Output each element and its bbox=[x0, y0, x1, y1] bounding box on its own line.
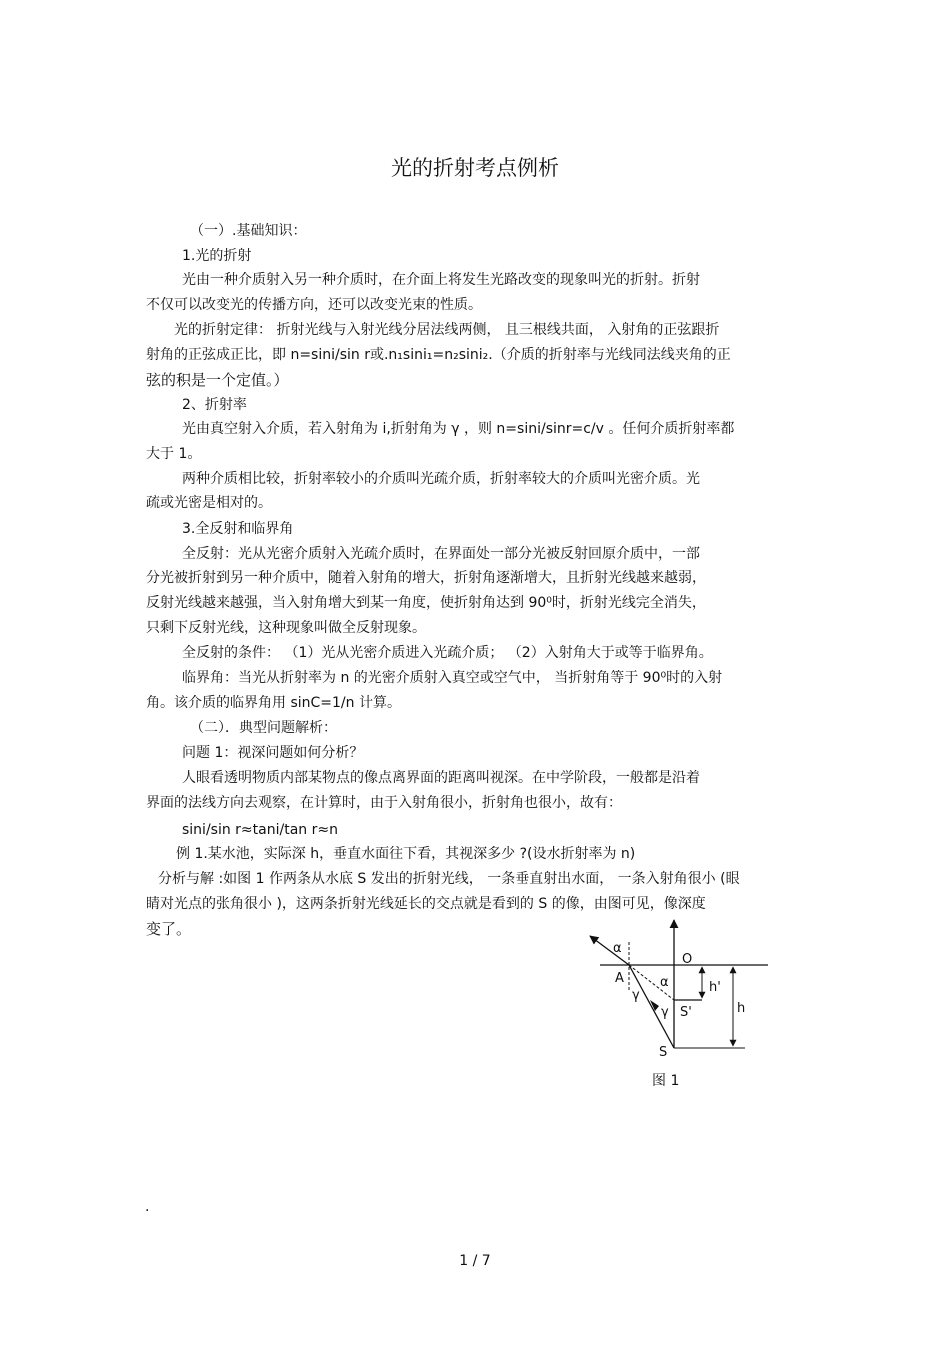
label-alpha-mid: α bbox=[660, 975, 669, 990]
label-A: A bbox=[615, 971, 624, 986]
body-line: 角。该介质的临界角用 sinC=1/n 计算。 bbox=[146, 695, 401, 711]
body-line: sini/sin r≈tani/tan r≈n bbox=[182, 822, 338, 838]
body-line: 1.光的折射 bbox=[182, 248, 252, 264]
page-title: 光的折射考点例析 bbox=[391, 156, 559, 180]
label-O: O bbox=[682, 952, 693, 967]
refraction-figure bbox=[580, 912, 780, 1062]
label-S-prime: S' bbox=[680, 1005, 692, 1020]
body-line: 例 1.某水池，实际深 h，垂直水面往下看，其视深多少 ?(设水折射率为 n) bbox=[176, 846, 636, 862]
footer-dot: . bbox=[145, 1199, 150, 1215]
body-line: 光由真空射入介质，若入射角为 i,折射角为 γ ，则 n=sini/sinr=c/v 。任何介质折射率都 bbox=[182, 421, 735, 437]
body-line: 反射光线越来越强，当入射角增大到某一角度，使折射角达到 90⁰时，折射光线完全消失， bbox=[146, 595, 706, 611]
label-h: h bbox=[737, 1001, 746, 1016]
page-number: 1 / 7 bbox=[459, 1253, 491, 1269]
body-line: 只剩下反射光线，这种现象叫做全反射现象。 bbox=[146, 620, 426, 636]
body-line: 弦的积是一个定值。） bbox=[146, 371, 289, 389]
body-line: 射角的正弦成正比，即 n=sini/sin r或.n₁sini₁=n₂sini₂.（介质的折射率与光线同法线夹角的正 bbox=[146, 347, 731, 363]
body-line: （一）.基础知识： bbox=[190, 223, 307, 239]
label-S: S bbox=[659, 1045, 668, 1060]
body-line: 2、折射率 bbox=[182, 397, 247, 413]
label-gamma-left: γ bbox=[632, 988, 640, 1003]
body-line: 两种介质相比较，折射率较小的介质叫光疏介质，折射率较大的介质叫光密介质。光 bbox=[182, 471, 700, 487]
body-line: 全反射：光从光密介质射入光疏介质时，在界面处一部分光被反射回原介质中，一部 bbox=[182, 546, 700, 562]
body-line: 3.全反射和临界角 bbox=[182, 521, 294, 537]
body-line: 疏或光密是相对的。 bbox=[146, 495, 272, 511]
body-line: （二）．典型问题解析： bbox=[190, 720, 337, 736]
body-line: 变了。 bbox=[146, 920, 192, 938]
body-line: 临界角：当光从折射率为 n 的光密介质射入真空或空气中， 当折射角等于 90⁰时的入射 bbox=[182, 670, 723, 686]
label-gamma-lower: γ bbox=[661, 1005, 669, 1020]
label-alpha-top: α bbox=[613, 941, 622, 956]
body-line: 光由一种介质射入另一种介质时，在介面上将发生光路改变的现象叫光的折射。折射 bbox=[182, 272, 700, 288]
body-line: 不仅可以改变光的传播方向，还可以改变光束的性质。 bbox=[146, 297, 482, 313]
body-line: 问题 1：视深问题如何分析？ bbox=[182, 745, 364, 761]
body-line: 分光被折射到另一种介质中，随着入射角的增大，折射角逐渐增大，且折射光线越来越弱， bbox=[146, 570, 706, 586]
body-line: 全反射的条件： （1）光从光密介质进入光疏介质； （2）入射角大于或等于临界角。 bbox=[182, 645, 713, 661]
label-h-prime: h' bbox=[709, 980, 721, 995]
refracted-ray bbox=[590, 936, 629, 965]
body-line: 界面的法线方向去观察，在计算时，由于入射角很小，折射角也很小，故有： bbox=[146, 795, 622, 811]
body-line: 光的折射定律： 折射光线与入射光线分居法线两侧， 且三根线共面， 入射角的正弦跟折 bbox=[174, 322, 720, 338]
figure-caption: 图 1 bbox=[652, 1073, 680, 1089]
body-line: 大于 1。 bbox=[146, 446, 202, 462]
body-line: 睛对光点的张角很小 )，这两条折射光线延长的交点就是看到的 S 的像，由图可见，像深度 bbox=[146, 896, 706, 912]
body-line: 人眼看透明物质内部某物点的像点离界面的距离叫视深。在中学阶段，一般都是沿着 bbox=[182, 770, 700, 786]
body-line: 分析与解 :如图 1 作两条从水底 S 发出的折射光线， 一条垂直射出水面， 一条入射角很小 (眼 bbox=[158, 871, 740, 887]
